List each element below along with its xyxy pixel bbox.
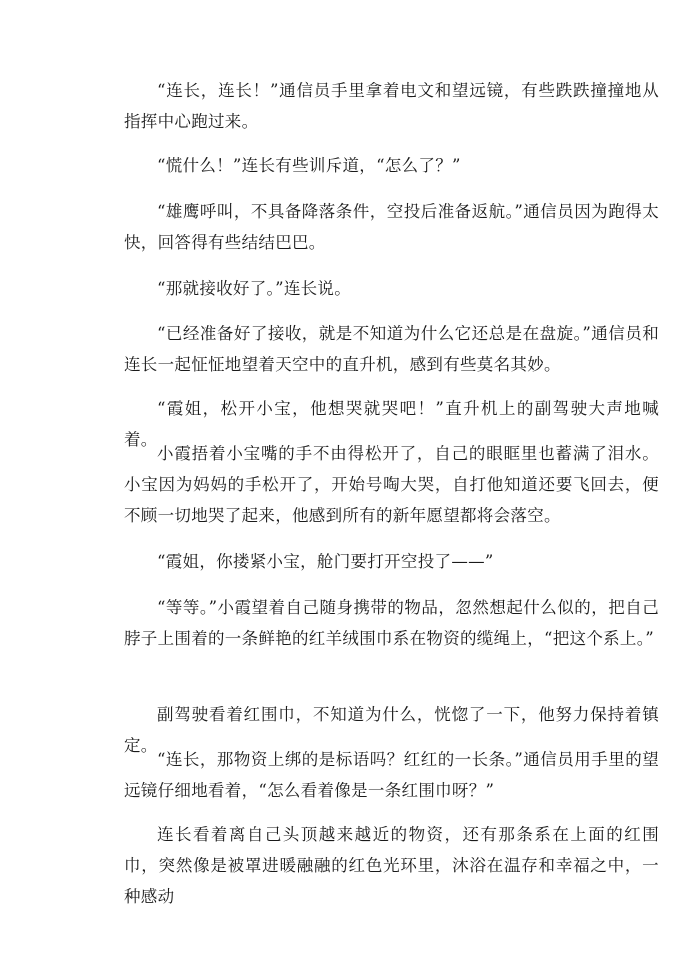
- paragraph: “已经准备好了接收，就是不知道为什么它还总是在盘旋。”通信员和连长一起怔怔地望着天空中的直升机，感到有些莫名其妙。: [124, 324, 659, 374]
- paragraph: “霞姐，你搂紧小宝，舱门要打开空投了——”: [157, 552, 494, 571]
- paragraph: “慌什么！”连长有些训斥道，“怎么了？”: [157, 156, 461, 175]
- paragraph: “雄鹰呼叫，不具备降落条件，空投后准备返航。”通信员因为跑得太快，回答得有些结结巴巴。: [124, 202, 659, 252]
- paragraph: 小霞捂着小宝嘴的手不由得松开了，自己的眼眶里也蓄满了泪水。小宝因为妈妈的手松开了，开始号啕大哭，自打他知道还要飞回去，便不顾一切地哭了起来，他感到所有的新年愿望都将会落空。: [124, 444, 659, 525]
- paragraph: 连长看着离自己头顶越来越近的物资，还有那条系在上面的红围巾，突然像是被罩进暖融融的红色光环里，沐浴在温存和幸福之中，一种感动: [124, 825, 659, 906]
- paragraph: “那就接收好了。”连长说。: [157, 279, 352, 298]
- paragraph: 副驾驶看着红围巾，不知道为什么，恍惚了一下，他努力保持着镇定。: [124, 705, 659, 755]
- paragraph: “连长，那物资上绑的是标语吗？红红的一长条。”通信员用手里的望远镜仔细地看着，“怎么看着像是一条红围巾呀？”: [124, 750, 659, 800]
- paragraph: “等等。”小霞望着自己随身携带的物品，忽然想起什么似的，把自己脖子上围着的一条鲜艳的红羊绒围巾系在物资的缆绳上，“把这个系上。”: [124, 598, 659, 648]
- paragraph: “连长，连长！”通信员手里拿着电文和望远镜，有些跌跌撞撞地从指挥中心跑过来。: [124, 81, 659, 131]
- paragraph: “霞姐，松开小宝，他想哭就哭吧！”直升机上的副驾驶大声地喊着。: [124, 399, 659, 449]
